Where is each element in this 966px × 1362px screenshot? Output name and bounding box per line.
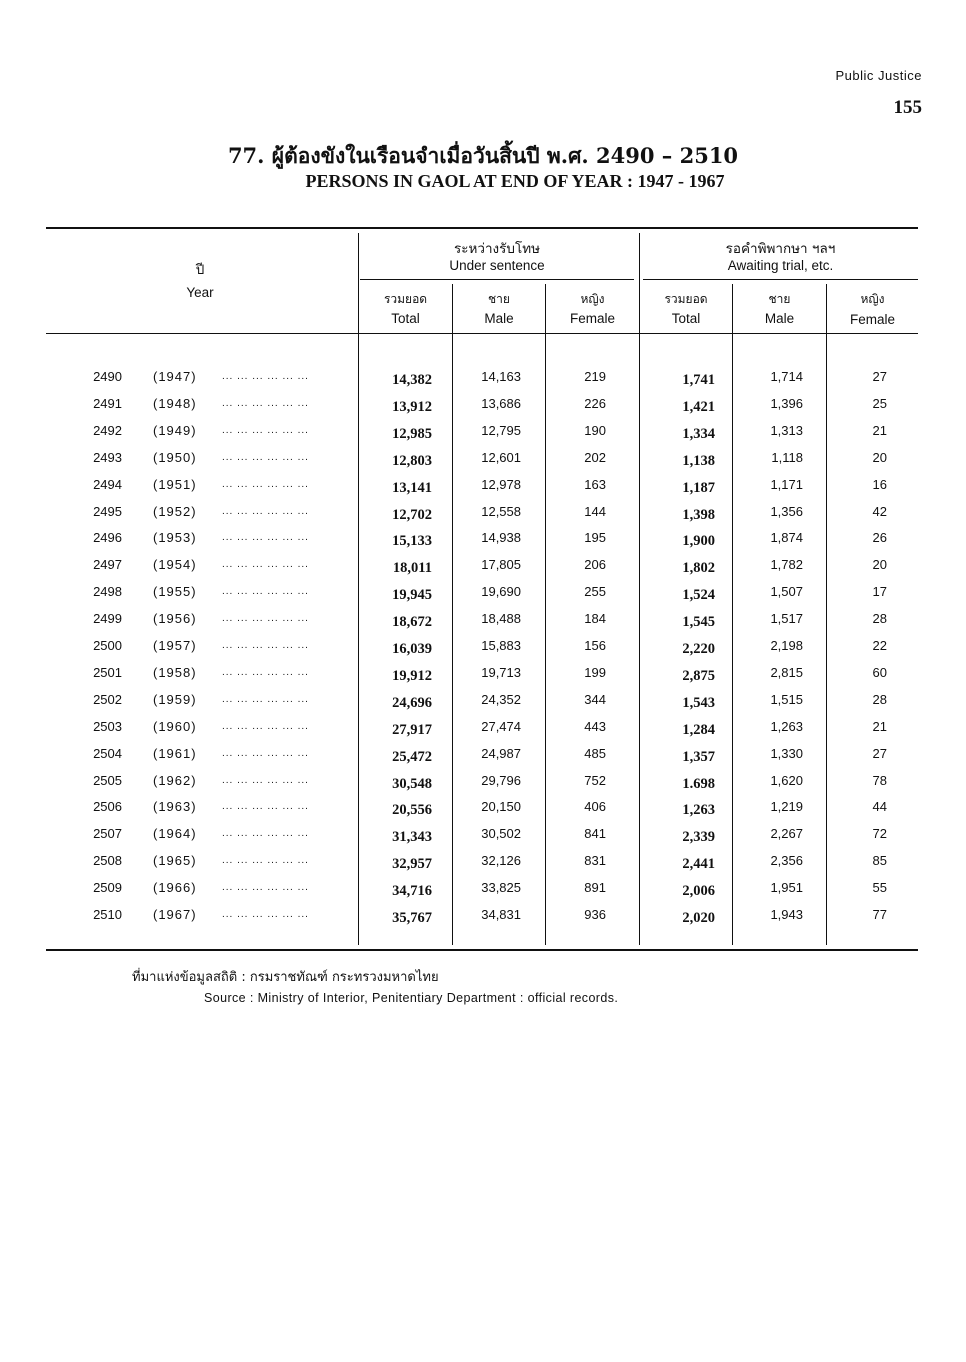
year-thai-cell: 2510 [93,907,122,922]
under-sentence-male-cell: 29,796 [481,772,521,788]
awaiting-female-cell: 60 [872,664,887,680]
year-ad-cell: (1949) [153,422,197,438]
awaiting-male-cell: 1,943 [770,907,803,922]
awaiting-total-cell: 1,524 [682,587,715,604]
year-thai-cell: 2500 [93,638,122,653]
under-sentence-total-cell: 12,803 [392,452,432,469]
awaiting-female-cell: 17 [872,584,887,600]
leader-dots: ... ... ... ... ... ... [222,371,309,382]
year-thai-cell: 2507 [93,826,122,842]
awaiting-female-cell: 42 [872,503,887,519]
under-sentence-female-cell: 936 [584,907,606,922]
source-note-english: Source : Ministry of Interior, Penitentiary Department : official records. [204,991,619,1005]
awaiting-total-cell: 1,421 [682,398,715,415]
group-underline-1 [360,279,634,280]
awaiting-female-cell: 72 [872,826,887,842]
awaiting-female-cell: 77 [872,907,887,922]
under-sentence-female-cell: 190 [584,422,606,438]
year-ad-cell: (1967) [153,907,197,922]
under-sentence-male-cell: 34,831 [481,907,521,922]
leader-dots: ... ... ... ... ... ... [222,666,309,678]
under-sentence-female-cell: 255 [584,584,606,600]
year-ad-cell: (1955) [153,584,197,600]
leader-dots: ... ... ... ... ... ... [222,882,309,894]
awaiting-female-cell: 85 [872,853,887,869]
sub-header-total-thai: รวมยอด [383,292,428,306]
table-row [0,773,966,800]
awaiting-total-cell: 2,875 [682,667,715,684]
awaiting-male-cell: 1,313 [770,422,803,438]
leader-dots: ... ... ... ... ... ... [222,720,309,732]
awaiting-total-cell: 1.698 [682,775,715,792]
awaiting-female-cell: 44 [872,799,887,815]
awaiting-male-cell: 2,198 [770,638,803,653]
table-top-rule [46,227,918,229]
under-sentence-male-cell: 17,805 [481,557,521,573]
year-thai-cell: 2496 [93,530,122,546]
under-sentence-total-cell: 24,696 [392,694,432,711]
awaiting-total-cell: 1,357 [682,748,715,765]
awaiting-total-cell: 2,339 [682,829,715,846]
under-sentence-total-cell: 13,912 [392,398,432,415]
year-thai-cell: 2508 [93,853,122,869]
under-sentence-total-cell: 18,011 [392,560,432,577]
under-sentence-female-cell: 206 [584,557,606,573]
awaiting-total-cell: 1,543 [682,694,715,711]
under-sentence-total-cell: 12,702 [392,506,432,523]
under-sentence-male-cell: 18,488 [481,611,521,627]
year-thai-cell: 2505 [93,772,122,788]
awaiting-female-cell: 21 [872,422,887,438]
table-row [0,638,966,665]
under-sentence-male-cell: 14,938 [481,530,521,546]
group-underline-2 [643,279,918,280]
sub-header-female-en-2: Female [849,312,895,327]
sub-header-male-en-2: Male [764,311,795,326]
year-ad-cell: (1959) [153,691,197,707]
under-sentence-total-cell: 32,957 [392,856,432,873]
leader-dots: ... ... ... ... ... ... [222,909,309,920]
awaiting-female-cell: 28 [872,691,887,707]
table-bottom-rule [46,949,918,951]
awaiting-female-cell: 26 [872,530,887,546]
awaiting-total-cell: 1,138 [682,452,715,469]
table-row [0,477,966,504]
under-sentence-male-cell: 19,690 [481,584,521,600]
under-sentence-total-cell: 14,382 [392,372,432,388]
awaiting-male-cell: 1,620 [770,772,803,788]
under-sentence-female-cell: 144 [584,503,606,519]
leader-dots: ... ... ... ... ... ... [222,559,309,571]
table-title-english: PERSONS IN GAOL AT END OF YEAR : 1947 - 1967 [305,171,725,191]
leader-dots: ... ... ... ... ... ... [222,747,309,759]
under-sentence-female-cell: 841 [584,826,606,842]
table-row [0,853,966,880]
under-sentence-male-cell: 24,352 [481,691,521,707]
awaiting-female-cell: 22 [872,638,887,653]
table-row [0,826,966,853]
under-sentence-male-cell: 12,601 [481,449,521,465]
awaiting-female-cell: 21 [872,718,887,734]
sub-header-female-en: Female [569,311,615,326]
year-header-en: Year [186,285,214,300]
leader-dots: ... ... ... ... ... ... [222,397,309,409]
awaiting-total-cell: 2,441 [682,856,715,873]
year-thai-cell: 2490 [93,369,122,384]
table-row [0,557,966,584]
leader-dots: ... ... ... ... ... ... [222,774,309,786]
year-thai-cell: 2498 [93,584,122,600]
leader-dots: ... ... ... ... ... ... [222,478,309,490]
leader-dots: ... ... ... ... ... ... [222,451,309,463]
under-sentence-female-cell: 752 [584,772,606,788]
under-sentence-total-cell: 20,556 [392,802,432,819]
under-sentence-male-cell: 20,150 [481,799,521,815]
awaiting-male-cell: 1,517 [770,611,803,627]
awaiting-female-cell: 16 [872,476,887,492]
awaiting-total-cell: 1,187 [682,479,715,496]
table-row [0,719,966,746]
leader-dots: ... ... ... ... ... ... [222,613,309,625]
group-header-awaiting-thai: รอคำพิพากษา ฯลฯ [725,241,836,257]
awaiting-female-cell: 27 [872,745,887,761]
awaiting-male-cell: 1,951 [770,880,803,896]
year-thai-cell: 2502 [93,691,122,707]
sub-header-total-thai-2: รวมยอด [664,292,708,306]
awaiting-male-cell: 1,171 [770,476,803,492]
sub-header-female-thai: หญิง [580,292,605,306]
under-sentence-female-cell: 184 [584,611,606,627]
year-ad-cell: (1956) [153,611,197,627]
year-ad-cell: (1953) [153,530,197,546]
awaiting-male-cell: 1,263 [770,718,803,734]
table-row [0,530,966,557]
under-sentence-total-cell: 31,343 [392,829,432,846]
awaiting-male-cell: 1,118 [771,449,803,465]
year-ad-cell: (1954) [153,557,197,573]
awaiting-male-cell: 1,396 [770,395,803,411]
awaiting-male-cell: 1,515 [770,691,803,707]
table-row [0,799,966,826]
leader-dots: ... ... ... ... ... ... [222,586,309,598]
table-row [0,584,966,611]
awaiting-female-cell: 25 [872,395,887,411]
under-sentence-total-cell: 25,472 [392,748,432,765]
under-sentence-total-cell: 30,548 [392,775,432,792]
table-title-thai: 77. ผู้ต้องขังในเรือนจำเมื่อวันสิ้นปี พ.ศ. 2490 – 2510 [227,143,739,168]
awaiting-male-cell: 2,356 [770,853,803,869]
year-ad-cell: (1963) [153,799,197,815]
awaiting-total-cell: 1,900 [682,533,715,550]
year-ad-cell: (1964) [153,826,197,842]
under-sentence-female-cell: 202 [584,449,606,465]
group-header-under-sentence-thai: ระหว่างรับโทษ [453,241,541,257]
under-sentence-female-cell: 226 [584,395,606,411]
under-sentence-female-cell: 344 [584,691,606,707]
year-ad-cell: (1962) [153,772,197,788]
table-row [0,369,966,396]
year-thai-cell: 2494 [93,476,122,492]
year-thai-cell: 2492 [93,422,122,438]
table-row [0,611,966,638]
sub-header-male-en: Male [484,311,514,326]
table-row [0,692,966,719]
leader-dots: ... ... ... ... ... ... [222,505,309,517]
leader-dots: ... ... ... ... ... ... [222,532,309,544]
year-thai-cell: 2503 [93,718,122,734]
leader-dots: ... ... ... ... ... ... [222,855,309,867]
under-sentence-total-cell: 12,985 [392,425,432,442]
year-ad-cell: (1948) [153,395,197,411]
leader-dots: ... ... ... ... ... ... [222,801,309,813]
awaiting-male-cell: 1,356 [770,503,803,519]
under-sentence-female-cell: 195 [584,530,606,546]
year-thai-cell: 2499 [93,611,122,627]
awaiting-female-cell: 27 [872,369,887,384]
under-sentence-male-cell: 24,987 [481,745,521,761]
year-thai-cell: 2501 [93,664,122,680]
table-row [0,746,966,773]
leader-dots: ... ... ... ... ... ... [222,693,309,705]
awaiting-total-cell: 2,006 [682,883,715,900]
under-sentence-female-cell: 156 [584,638,606,653]
sub-header-total-en: Total [391,311,420,326]
under-sentence-total-cell: 13,141 [392,479,432,496]
under-sentence-total-cell: 15,133 [392,533,432,550]
under-sentence-total-cell: 27,917 [392,721,432,738]
table-row [0,504,966,531]
year-ad-cell: (1957) [153,638,197,653]
section-label: Public Justice [835,68,922,83]
leader-dots: ... ... ... ... ... ... [222,424,309,436]
page-number: 155 [893,97,922,118]
year-thai-cell: 2493 [93,449,122,465]
awaiting-male-cell: 1,874 [770,530,803,546]
under-sentence-female-cell: 831 [584,853,606,869]
group-header-awaiting-en: Awaiting trial, etc. [727,258,834,273]
under-sentence-male-cell: 13,686 [481,395,521,411]
awaiting-total-cell: 2,020 [682,910,715,926]
year-ad-cell: (1950) [153,449,197,465]
under-sentence-male-cell: 12,558 [481,503,521,519]
under-sentence-male-cell: 30,502 [481,826,521,842]
awaiting-total-cell: 1,545 [682,614,715,631]
year-thai-cell: 2497 [93,557,122,573]
under-sentence-female-cell: 406 [584,799,606,815]
sub-header-total-en-2: Total [671,311,701,326]
source-note-thai: ที่มาแห่งข้อมูลสถิติ : กรมราชทัณฑ์ กระทรวงมหาดไทย [132,970,439,985]
under-sentence-male-cell: 19,713 [481,664,521,680]
under-sentence-male-cell: 15,883 [481,638,521,653]
awaiting-male-cell: 1,330 [770,745,803,761]
year-ad-cell: (1947) [153,369,197,384]
awaiting-female-cell: 20 [872,557,887,573]
awaiting-total-cell: 1,334 [682,425,715,442]
under-sentence-male-cell: 14,163 [481,369,521,384]
year-header-thai: ปี [195,262,205,278]
awaiting-female-cell: 78 [872,772,887,788]
awaiting-male-cell: 2,815 [770,664,803,680]
awaiting-total-cell: 1,802 [682,560,715,577]
under-sentence-total-cell: 16,039 [392,641,432,657]
awaiting-total-cell: 1,263 [682,802,715,819]
awaiting-male-cell: 2,267 [770,826,803,842]
under-sentence-male-cell: 32,126 [481,853,521,869]
year-ad-cell: (1951) [153,476,197,492]
awaiting-female-cell: 28 [872,611,887,627]
under-sentence-female-cell: 199 [584,664,606,680]
year-thai-cell: 2504 [93,745,122,761]
year-thai-cell: 2491 [93,395,122,411]
sub-header-female-thai-2: หญิง [860,292,885,306]
header-bottom-rule [46,333,918,334]
under-sentence-male-cell: 27,474 [481,718,521,734]
awaiting-total-cell: 1,741 [682,372,715,388]
under-sentence-female-cell: 443 [584,718,606,734]
under-sentence-female-cell: 891 [584,880,606,896]
awaiting-female-cell: 55 [872,880,887,896]
leader-dots: ... ... ... ... ... ... [222,640,309,651]
under-sentence-total-cell: 18,672 [392,614,432,631]
year-thai-cell: 2506 [93,799,122,815]
table-row [0,665,966,692]
sub-header-male-thai-2: ชาย [768,292,791,306]
awaiting-female-cell: 20 [872,449,887,465]
under-sentence-female-cell: 485 [584,745,606,761]
year-ad-cell: (1960) [153,718,197,734]
table-row [0,880,966,907]
awaiting-male-cell: 1,219 [770,799,803,815]
year-ad-cell: (1958) [153,664,197,680]
year-thai-cell: 2495 [93,503,122,519]
awaiting-total-cell: 1,284 [682,721,715,738]
table-row [0,396,966,423]
under-sentence-total-cell: 34,716 [392,883,432,900]
under-sentence-total-cell: 35,767 [392,910,432,926]
under-sentence-total-cell: 19,912 [392,667,432,684]
under-sentence-total-cell: 19,945 [392,587,432,604]
group-header-under-sentence-en: Under sentence [449,258,545,273]
table-row [0,907,966,934]
under-sentence-female-cell: 163 [584,476,606,492]
year-ad-cell: (1952) [153,503,197,519]
awaiting-male-cell: 1,507 [770,584,803,600]
year-ad-cell: (1965) [153,853,197,869]
awaiting-total-cell: 2,220 [682,641,715,657]
table-row [0,423,966,450]
under-sentence-female-cell: 219 [584,369,606,384]
under-sentence-male-cell: 12,795 [481,422,521,438]
year-ad-cell: (1966) [153,880,197,896]
awaiting-male-cell: 1,714 [770,369,803,384]
year-ad-cell: (1961) [153,745,197,761]
under-sentence-male-cell: 12,978 [481,476,521,492]
sub-header-male-thai: ชาย [488,292,510,306]
leader-dots: ... ... ... ... ... ... [222,828,309,840]
year-thai-cell: 2509 [93,880,122,896]
table-row [0,450,966,477]
awaiting-male-cell: 1,782 [770,557,803,573]
under-sentence-male-cell: 33,825 [481,880,521,896]
awaiting-total-cell: 1,398 [682,506,715,523]
